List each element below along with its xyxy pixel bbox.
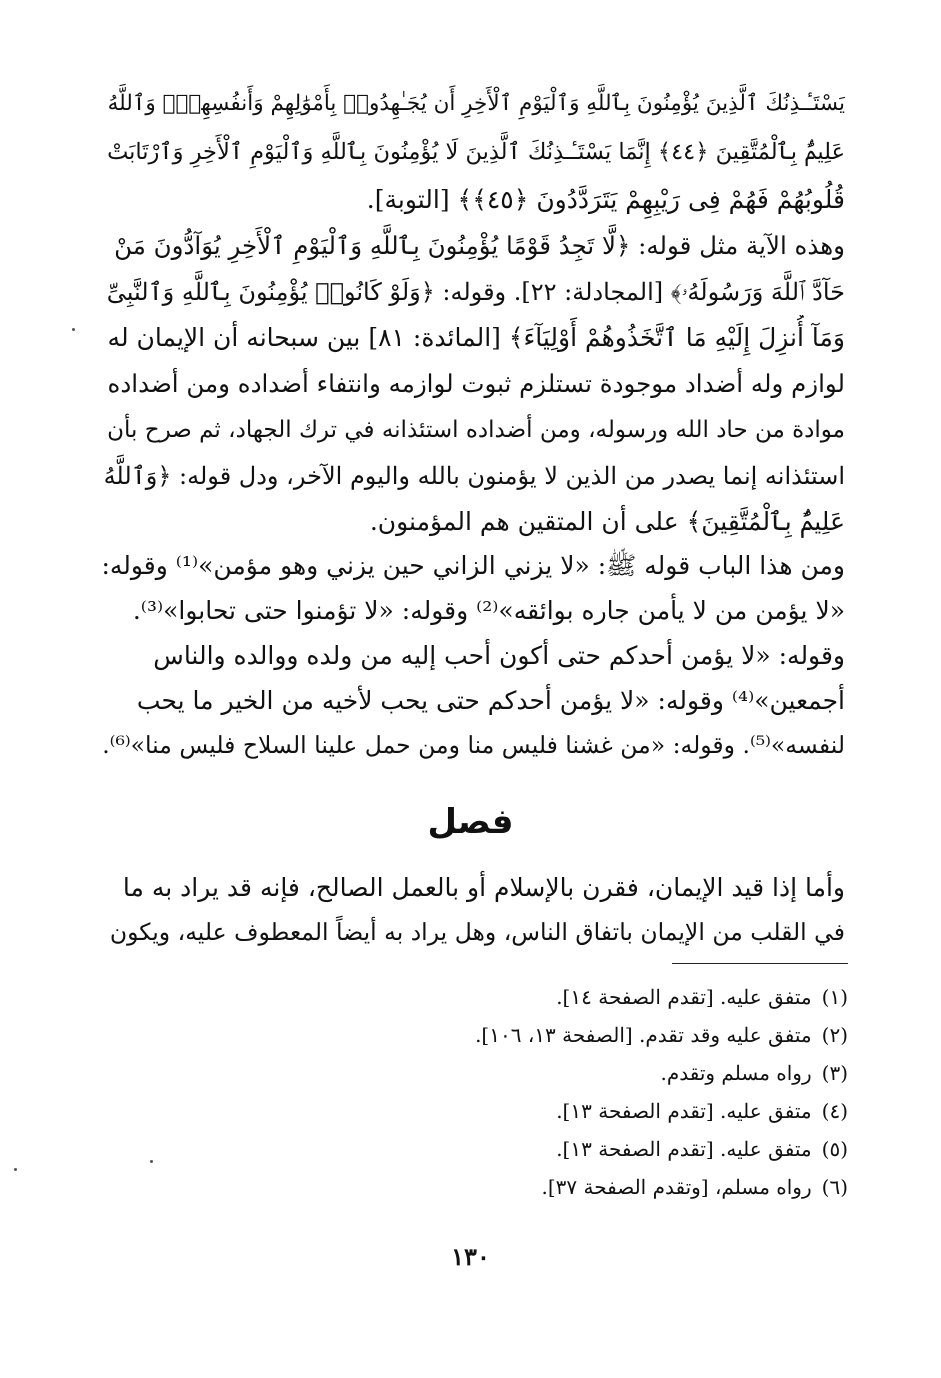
- text-line: «لا يؤمن من لا يأمن جاره بوائقه»⁽²⁾ وقوله: «لا تؤمنوا حتى تحابوا»⁽³⁾.: [132, 596, 845, 625]
- footnote-number: (٤): [821, 1099, 848, 1123]
- footnote-number: (٦): [821, 1175, 848, 1199]
- footnote-number: (٣): [821, 1061, 848, 1085]
- text-line: أجمعين»⁽⁴⁾ وقوله: «لا يؤمن أحدكم حتى يحب لأخيه من الخير ما يحب: [136, 686, 845, 715]
- text-line: موادة من حاد الله ورسوله، ومن أضداده استئذانه في ترك الجهاد، ثم صرح بأن: [107, 417, 845, 443]
- footnote-text: متفق عليه. [تقدم الصفحة ١٤].: [556, 985, 812, 1009]
- scan-speck: [72, 328, 75, 331]
- text-line: وَمَآ أُنزِلَ إِلَيْهِ مَا ٱتَّخَذُوهُمْ أَوْلِيَآءَ﴾ [المائدة: ٨١] بين سبحانه أن الإيمان له: [107, 323, 845, 352]
- footnote-item: [100, 1130, 848, 1168]
- scan-speck: [150, 1160, 153, 1163]
- page-number: ١٣٠: [451, 1242, 490, 1271]
- text-line: لوازم وله أضداد موجودة تستلزم ثبوت لوازمه وانتفاء أضداده ومن أضداده: [107, 369, 845, 398]
- footnote-item: [100, 1092, 848, 1130]
- text-line: عَلِيمٌۢ بِٱلْمُتَّقِينَ﴾ على أن المتقين هم المؤمنون.: [369, 507, 845, 536]
- section-paragraph: [100, 865, 845, 955]
- footnote-text: متفق عليه. [تقدم الصفحة ١٣].: [556, 1099, 812, 1123]
- text-line: حَآدَّ ٱللَّهَ وَرَسُولَهُۥ﴾ [المجادلة: ٢٢]. وقوله: ﴿وَلَوْ كَانُوا۟ يُؤْمِنُونَ بِٱللَّهِ وَٱلنَّبِىِّ: [106, 278, 845, 306]
- footnote-text: متفق عليه وقد تقدم. [الصفحة ١٣، ١٠٦].: [475, 1023, 812, 1047]
- text-line: وأما إذا قيد الإيمان، فقرن بالإسلام أو بالعمل الصالح، فإنه قد يراد به ما: [122, 873, 845, 902]
- commentary-paragraph: [100, 223, 845, 545]
- footnote-item: [100, 1016, 848, 1054]
- hadith-paragraph: [100, 543, 845, 768]
- text-line: ومن هذا الباب قوله ﷺ: «لا يزني الزاني حين يزني وهو مؤمن»⁽¹⁾ وقوله:: [101, 551, 845, 580]
- footnote-text: رواه مسلم، [وتقدم الصفحة ٣٧].: [541, 1175, 812, 1199]
- footnote-number: (١): [821, 985, 848, 1009]
- footnote-number: (٢): [821, 1023, 848, 1047]
- footnote-item: [100, 978, 848, 1016]
- footnotes: [100, 978, 848, 1206]
- quran-quote-paragraph: [100, 80, 845, 224]
- text-line: عَلِيمٌۢ بِٱلْمُتَّقِينَ ﴿٤٤﴾ إِنَّمَا يَسْتَـٔـذِنُكَ ٱلَّذِينَ لَا يُؤْمِنُونَ بِٱللَّهِ وَٱلْيَوْمِ ٱلْأَخِرِ وَٱرْتَابَتْ: [107, 139, 845, 165]
- text-line: وهذه الآية مثل قوله: ﴿لَّا تَجِدُ قَوْمًا يُؤْمِنُونَ بِٱللَّهِ وَٱلْيَوْمِ ٱلْأَخِرِ يُوَآدُّونَ مَنْ: [114, 231, 845, 260]
- footnote-text: رواه مسلم وتقدم.: [660, 1061, 812, 1085]
- footnote-item: [100, 1168, 848, 1206]
- footnote-text: متفق عليه. [تقدم الصفحة ١٣].: [556, 1137, 812, 1161]
- text-line: وقوله: «لا يؤمن أحدكم حتى أكون أحب إليه من ولده ووالده والناس: [153, 641, 845, 670]
- scan-speck: [14, 1168, 17, 1171]
- text-line: يَسْتَـٔـذِنُكَ ٱلَّذِينَ يُؤْمِنُونَ بِٱللَّهِ وَٱلْيَوْمِ ٱلْأَخِرِ أَن يُجَـٰهِدُوا۟ بِأَمْوَٰلِهِمْ وَأَنفُسِهِمْۗ وَٱللَّهُ: [107, 91, 845, 116]
- footnote-divider: [672, 963, 848, 964]
- text-line: قُلُوبُهُمْ فَهُمْ فِى رَيْبِهِمْ يَتَرَدَّدُونَ ﴿٤٥﴾﴾ [التوبة].: [366, 185, 845, 214]
- text-line: في القلب من الإيمان باتفاق الناس، وهل يراد به أيضاً المعطوف عليه، ويكون: [109, 918, 845, 946]
- footnote-item: [100, 1054, 848, 1092]
- text-line: لنفسه»⁽⁵⁾. وقوله: «من غشنا فليس منا ومن حمل علينا السلاح فليس منا»⁽⁶⁾.: [102, 731, 845, 759]
- section-heading: فصل: [427, 802, 514, 842]
- text-line: استئذانه إنما يصدر من الذين لا يؤمنون بالله واليوم الآخر، ودل قوله: ﴿وَٱللَّهُ: [103, 462, 845, 490]
- footnote-number: (٥): [821, 1137, 848, 1161]
